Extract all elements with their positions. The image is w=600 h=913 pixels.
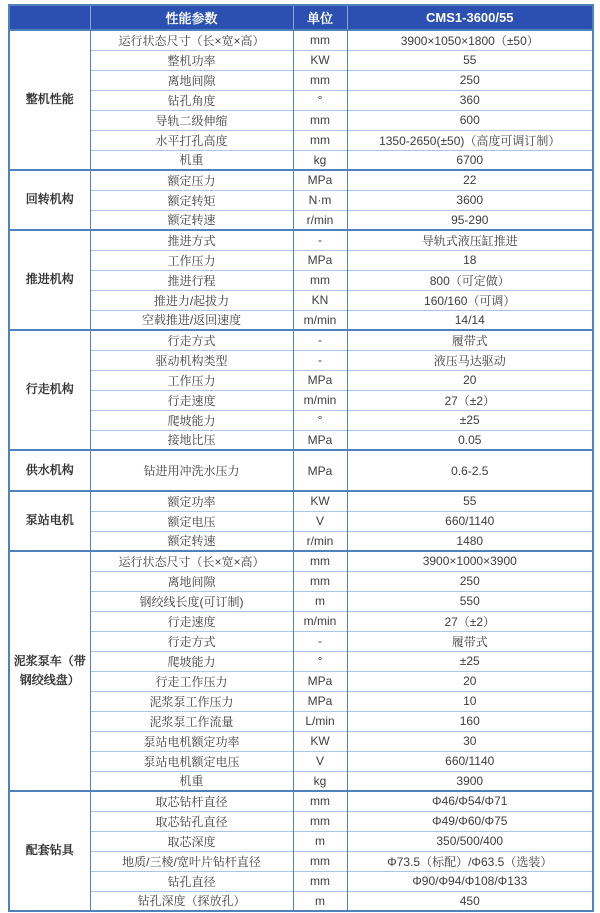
table-row <box>9 290 593 310</box>
cell-param: 行走速度 <box>90 611 293 631</box>
cell-unit: V <box>293 511 347 531</box>
cell-value: Φ90/Φ94/Φ108/Φ133 <box>347 871 593 891</box>
cell-value: 800（可定做） <box>347 270 593 290</box>
cell-unit: MPa <box>293 450 347 491</box>
table-row <box>9 430 593 450</box>
cell-value: 160 <box>347 711 593 731</box>
table-row <box>9 330 593 350</box>
cell-unit: kg <box>293 771 347 791</box>
cell-param: 推进力/起拔力 <box>90 290 293 310</box>
cell-unit: mm <box>293 270 347 290</box>
cell-value: ±25 <box>347 410 593 430</box>
cell-value: 350/500/400 <box>347 831 593 851</box>
cell-param: 工作压力 <box>90 250 293 270</box>
cell-unit: mm <box>293 811 347 831</box>
cell-value: 550 <box>347 591 593 611</box>
table-row <box>9 811 593 831</box>
section-label: 泥浆泵车（带钢绞线盘） <box>9 551 90 791</box>
cell-param: 整机功率 <box>90 50 293 70</box>
table-row <box>9 591 593 611</box>
header-param-label: 性能参数 <box>90 5 293 30</box>
table-header <box>9 5 593 30</box>
cell-param: 泵站电机额定功率 <box>90 731 293 751</box>
cell-unit: - <box>293 631 347 651</box>
section-label: 行走机构 <box>9 330 90 450</box>
cell-param: 工作压力 <box>90 370 293 390</box>
cell-unit: ° <box>293 651 347 671</box>
cell-unit: ° <box>293 410 347 430</box>
table-row <box>9 270 593 290</box>
cell-param: 泥浆泵工作流量 <box>90 711 293 731</box>
table-row <box>9 30 593 50</box>
cell-value: 履带式 <box>347 330 593 350</box>
cell-unit: N·m <box>293 190 347 210</box>
table-row <box>9 90 593 110</box>
cell-unit: MPa <box>293 691 347 711</box>
cell-param: 推进行程 <box>90 270 293 290</box>
cell-param: 行走工作压力 <box>90 671 293 691</box>
cell-value: 导轨式液压缸推进 <box>347 230 593 250</box>
table-row <box>9 711 593 731</box>
cell-param: 驱动机构类型 <box>90 350 293 370</box>
cell-unit: mm <box>293 791 347 811</box>
cell-param: 爬坡能力 <box>90 651 293 671</box>
cell-value: 液压马达驱动 <box>347 350 593 370</box>
cell-param: 取芯钻杆直径 <box>90 791 293 811</box>
cell-param: 运行状态尺寸（长×宽×高） <box>90 551 293 571</box>
cell-param: 行走方式 <box>90 330 293 350</box>
table-row <box>9 651 593 671</box>
cell-value: 95-290 <box>347 210 593 230</box>
cell-unit: ° <box>293 90 347 110</box>
cell-param: 离地间隙 <box>90 70 293 90</box>
table-row <box>9 791 593 811</box>
cell-value: 660/1140 <box>347 511 593 531</box>
cell-value: 660/1140 <box>347 751 593 771</box>
spec-table <box>8 4 594 912</box>
cell-value: 27（±2） <box>347 390 593 410</box>
cell-value: 14/14 <box>347 310 593 330</box>
table-row <box>9 450 593 491</box>
section-label: 回转机构 <box>9 170 90 230</box>
cell-param: 爬坡能力 <box>90 410 293 430</box>
table-row <box>9 410 593 430</box>
cell-unit: KW <box>293 50 347 70</box>
cell-value: 6700 <box>347 150 593 170</box>
cell-param: 运行状态尺寸（长×宽×高） <box>90 30 293 50</box>
cell-value: 450 <box>347 891 593 911</box>
cell-unit: mm <box>293 130 347 150</box>
cell-value: 履带式 <box>347 631 593 651</box>
cell-unit: MPa <box>293 170 347 190</box>
cell-param: 额定转速 <box>90 210 293 230</box>
cell-value: 22 <box>347 170 593 190</box>
cell-unit: mm <box>293 871 347 891</box>
cell-param: 机重 <box>90 150 293 170</box>
cell-value: 18 <box>347 250 593 270</box>
cell-unit: KN <box>293 290 347 310</box>
table-row <box>9 250 593 270</box>
section-label: 配套钻具 <box>9 791 90 911</box>
cell-param: 额定功率 <box>90 491 293 511</box>
header-corner-cell <box>9 5 90 30</box>
cell-param: 钢绞线长度(可订制) <box>90 591 293 611</box>
section-label: 供水机构 <box>9 450 90 491</box>
cell-value: 1350-2650(±50)（高度可调订制） <box>347 130 593 150</box>
cell-param: 额定电压 <box>90 511 293 531</box>
cell-unit: mm <box>293 70 347 90</box>
cell-value: 3600 <box>347 190 593 210</box>
cell-param: 额定转速 <box>90 531 293 551</box>
table-row <box>9 731 593 751</box>
table-row <box>9 891 593 911</box>
cell-param: 泵站电机额定电压 <box>90 751 293 771</box>
table-row <box>9 370 593 390</box>
cell-unit: m <box>293 591 347 611</box>
cell-param: 取芯钻孔直径 <box>90 811 293 831</box>
table-row <box>9 170 593 190</box>
cell-param: 离地间隙 <box>90 571 293 591</box>
section-label: 泵站电机 <box>9 491 90 551</box>
cell-value: 30 <box>347 731 593 751</box>
cell-unit: KW <box>293 731 347 751</box>
cell-param: 泥浆泵工作压力 <box>90 691 293 711</box>
cell-unit: mm <box>293 551 347 571</box>
table-row <box>9 511 593 531</box>
section-label: 推进机构 <box>9 230 90 330</box>
cell-unit: mm <box>293 571 347 591</box>
cell-param: 钻孔直径 <box>90 871 293 891</box>
cell-value: 600 <box>347 110 593 130</box>
cell-value: 20 <box>347 370 593 390</box>
table-row <box>9 110 593 130</box>
cell-value: 10 <box>347 691 593 711</box>
cell-param: 推进方式 <box>90 230 293 250</box>
table-row <box>9 350 593 370</box>
cell-value: Φ73.5（标配）/Φ63.5（选装） <box>347 851 593 871</box>
table-row <box>9 611 593 631</box>
cell-unit: kg <box>293 150 347 170</box>
cell-param: 接地比压 <box>90 430 293 450</box>
cell-unit: V <box>293 751 347 771</box>
cell-unit: MPa <box>293 370 347 390</box>
cell-param: 钻孔角度 <box>90 90 293 110</box>
cell-unit: m/min <box>293 611 347 631</box>
cell-unit: mm <box>293 110 347 130</box>
cell-value: 0.6-2.5 <box>347 450 593 491</box>
header-unit-label: 单位 <box>293 5 347 30</box>
cell-unit: m/min <box>293 310 347 330</box>
table-row <box>9 50 593 70</box>
table-row <box>9 150 593 170</box>
cell-value: Φ49/Φ60/Φ75 <box>347 811 593 831</box>
cell-unit: - <box>293 330 347 350</box>
table-row <box>9 851 593 871</box>
cell-param: 钻孔深度（探放孔） <box>90 891 293 911</box>
cell-unit: mm <box>293 851 347 871</box>
spec-table-body <box>9 30 593 911</box>
cell-param: 钻进用冲洗水压力 <box>90 450 293 491</box>
cell-unit: r/min <box>293 531 347 551</box>
cell-value: 250 <box>347 70 593 90</box>
cell-value: 27（±2） <box>347 611 593 631</box>
cell-param: 额定压力 <box>90 170 293 190</box>
table-row <box>9 130 593 150</box>
section-label: 整机性能 <box>9 30 90 170</box>
cell-unit: MPa <box>293 250 347 270</box>
cell-param: 额定转矩 <box>90 190 293 210</box>
table-row <box>9 831 593 851</box>
cell-param: 行走速度 <box>90 390 293 410</box>
cell-unit: r/min <box>293 210 347 230</box>
table-row <box>9 190 593 210</box>
cell-value: 160/160（可调） <box>347 290 593 310</box>
cell-unit: mm <box>293 30 347 50</box>
cell-unit: m <box>293 891 347 911</box>
cell-unit: MPa <box>293 430 347 450</box>
cell-value: 0.05 <box>347 430 593 450</box>
table-row <box>9 310 593 330</box>
cell-param: 地质/三棱/宽叶片钻杆直径 <box>90 851 293 871</box>
table-row <box>9 390 593 410</box>
cell-unit: m <box>293 831 347 851</box>
cell-value: 3900 <box>347 771 593 791</box>
table-row <box>9 691 593 711</box>
cell-unit: - <box>293 230 347 250</box>
cell-value: 3900×1050×1800（±50） <box>347 30 593 50</box>
cell-value: 250 <box>347 571 593 591</box>
cell-value: 55 <box>347 50 593 70</box>
table-row <box>9 771 593 791</box>
header-model-label: CMS1-3600/55 <box>347 5 593 30</box>
cell-value: 55 <box>347 491 593 511</box>
table-row <box>9 631 593 651</box>
cell-unit: m/min <box>293 390 347 410</box>
cell-param: 水平打孔高度 <box>90 130 293 150</box>
cell-param: 取芯深度 <box>90 831 293 851</box>
cell-unit: - <box>293 350 347 370</box>
cell-param: 导轨二级伸缩 <box>90 110 293 130</box>
table-row <box>9 751 593 771</box>
table-row <box>9 671 593 691</box>
cell-unit: MPa <box>293 671 347 691</box>
table-row <box>9 491 593 511</box>
cell-value: 3900×1000×3900 <box>347 551 593 571</box>
table-row <box>9 551 593 571</box>
table-row <box>9 531 593 551</box>
header-row <box>9 5 593 30</box>
cell-value: 20 <box>347 671 593 691</box>
cell-param: 行走方式 <box>90 631 293 651</box>
cell-value: Φ46/Φ54/Φ71 <box>347 791 593 811</box>
cell-param: 空载推进/返回速度 <box>90 310 293 330</box>
cell-value: 360 <box>347 90 593 110</box>
table-row <box>9 210 593 230</box>
cell-value: ±25 <box>347 651 593 671</box>
table-row <box>9 70 593 90</box>
cell-unit: L/min <box>293 711 347 731</box>
table-row <box>9 230 593 250</box>
table-row <box>9 571 593 591</box>
cell-value: 1480 <box>347 531 593 551</box>
cell-param: 机重 <box>90 771 293 791</box>
cell-unit: KW <box>293 491 347 511</box>
table-row <box>9 871 593 891</box>
